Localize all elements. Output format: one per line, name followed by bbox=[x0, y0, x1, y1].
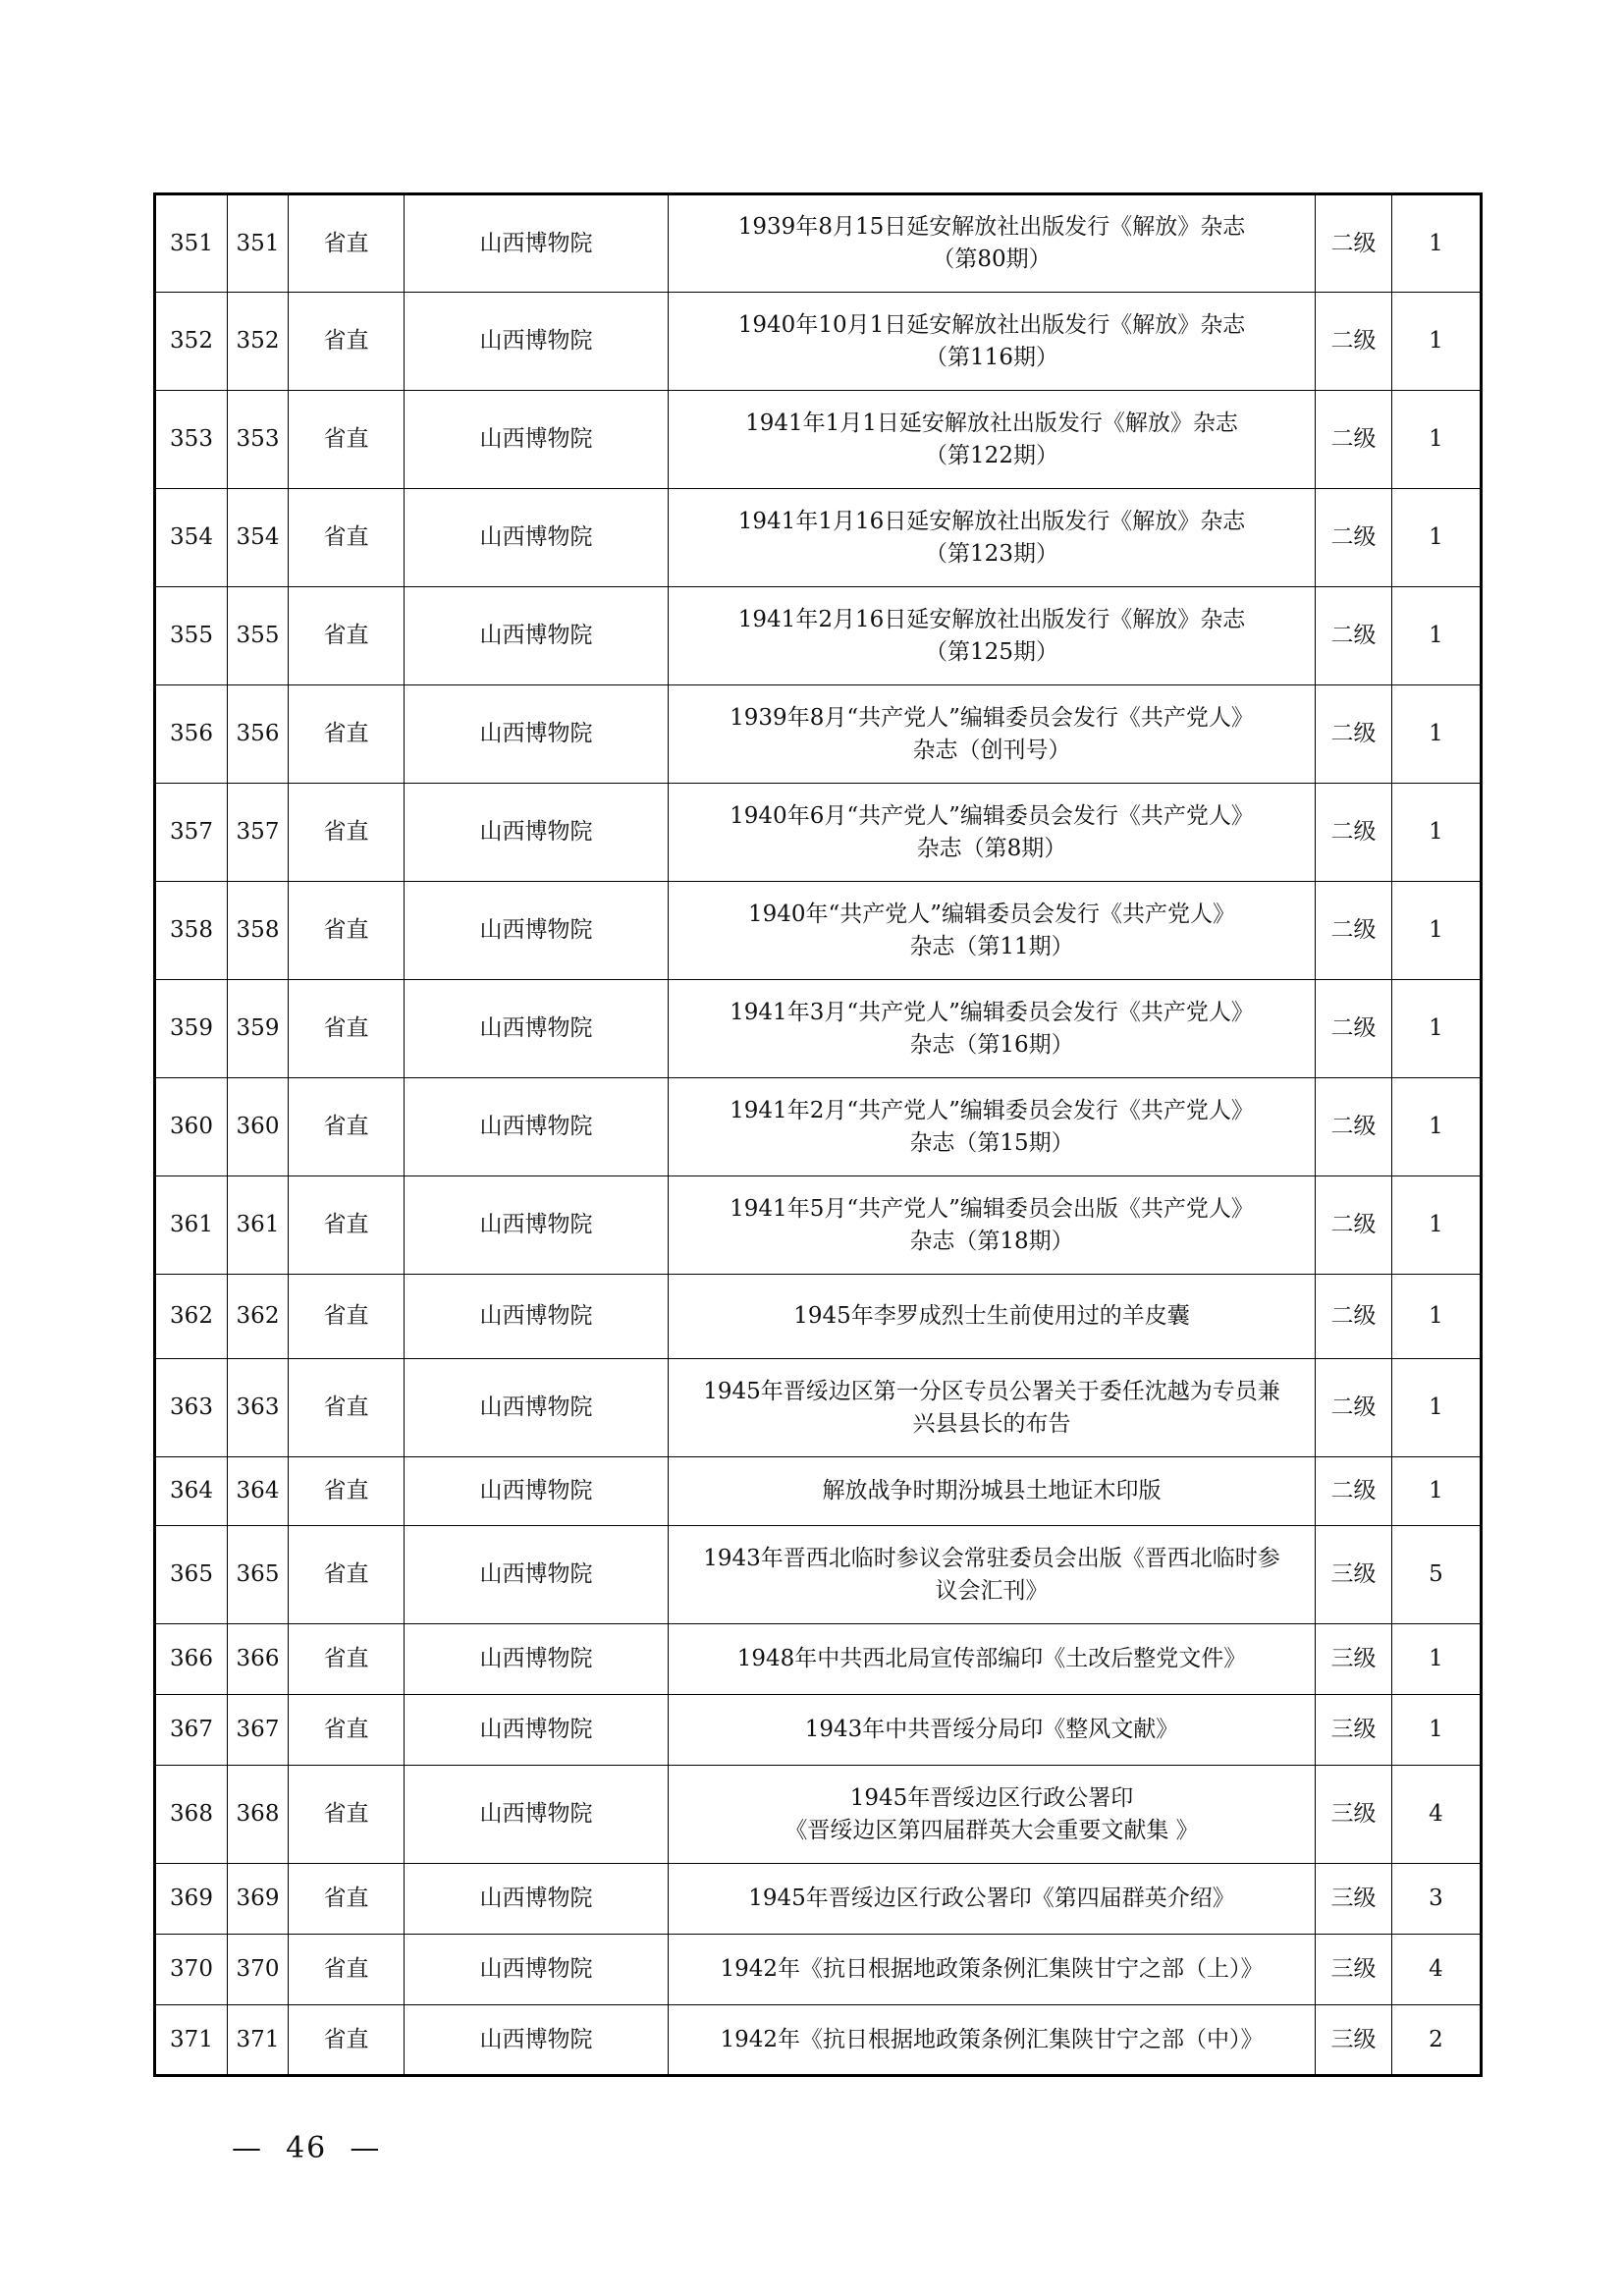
table-row bbox=[155, 1624, 1482, 1695]
grade-cell: 二级 bbox=[1316, 1078, 1392, 1176]
grade-cell: 二级 bbox=[1316, 980, 1392, 1078]
unit-cell: 山西博物院 bbox=[405, 587, 669, 685]
quantity-cell: 3 bbox=[1392, 1864, 1482, 1935]
unit-cell: 山西博物院 bbox=[405, 784, 669, 882]
unit-cell: 山西博物院 bbox=[405, 1275, 669, 1359]
number-cell: 371 bbox=[228, 2005, 289, 2076]
unit-cell: 山西博物院 bbox=[405, 980, 669, 1078]
number-cell: 364 bbox=[228, 1457, 289, 1526]
seq-cell: 367 bbox=[155, 1695, 228, 1766]
table-row bbox=[155, 685, 1482, 784]
seq-cell: 369 bbox=[155, 1864, 228, 1935]
grade-cell: 二级 bbox=[1316, 784, 1392, 882]
table-row bbox=[155, 194, 1482, 293]
unit-cell: 山西博物院 bbox=[405, 882, 669, 980]
region-cell: 省直 bbox=[289, 1078, 405, 1176]
seq-cell: 357 bbox=[155, 784, 228, 882]
region-cell: 省直 bbox=[289, 1766, 405, 1864]
name-line: 1941年3月“共产党人”编辑委员会发行《共产党人》 bbox=[730, 999, 1254, 1025]
number-cell: 365 bbox=[228, 1526, 289, 1624]
seq-cell: 356 bbox=[155, 685, 228, 784]
name-line: 1939年8月15日延安解放社出版发行《解放》杂志 bbox=[737, 214, 1246, 240]
unit-cell: 山西博物院 bbox=[405, 489, 669, 587]
name-cell bbox=[669, 1359, 1316, 1457]
region-cell: 省直 bbox=[289, 685, 405, 784]
quantity-cell: 4 bbox=[1392, 1766, 1482, 1864]
number-cell: 368 bbox=[228, 1766, 289, 1864]
name-line: 1940年6月“共产党人”编辑委员会发行《共产党人》 bbox=[730, 802, 1254, 829]
name-line: 《晋绥边区第四届群英大会重要文献集 》 bbox=[784, 1817, 1199, 1843]
number-cell: 366 bbox=[228, 1624, 289, 1695]
unit-cell: 山西博物院 bbox=[405, 1457, 669, 1526]
quantity-cell: 1 bbox=[1392, 489, 1482, 587]
quantity-cell: 1 bbox=[1392, 1624, 1482, 1695]
region-cell: 省直 bbox=[289, 1457, 405, 1526]
seq-cell: 362 bbox=[155, 1275, 228, 1359]
table-row bbox=[155, 391, 1482, 489]
quantity-cell: 1 bbox=[1392, 1176, 1482, 1275]
table-row bbox=[155, 1457, 1482, 1526]
table-row bbox=[155, 489, 1482, 587]
name-line: 杂志（第16期） bbox=[909, 1031, 1074, 1058]
seq-cell: 366 bbox=[155, 1624, 228, 1695]
name-cell bbox=[669, 1078, 1316, 1176]
quantity-cell: 5 bbox=[1392, 1526, 1482, 1624]
name-line: 议会汇刊》 bbox=[935, 1577, 1049, 1604]
grade-cell: 二级 bbox=[1316, 1176, 1392, 1275]
quantity-cell: 1 bbox=[1392, 1359, 1482, 1457]
grade-cell: 二级 bbox=[1316, 1457, 1392, 1526]
quantity-cell: 1 bbox=[1392, 1457, 1482, 1526]
quantity-cell: 2 bbox=[1392, 2005, 1482, 2076]
quantity-cell: 1 bbox=[1392, 1275, 1482, 1359]
name-cell bbox=[669, 1624, 1316, 1695]
region-cell: 省直 bbox=[289, 293, 405, 391]
table-row bbox=[155, 1526, 1482, 1624]
name-cell bbox=[669, 587, 1316, 685]
seq-cell: 353 bbox=[155, 391, 228, 489]
table-row bbox=[155, 882, 1482, 980]
grade-cell: 二级 bbox=[1316, 1275, 1392, 1359]
number-cell: 354 bbox=[228, 489, 289, 587]
grade-cell: 二级 bbox=[1316, 1359, 1392, 1457]
name-line: 1941年1月1日延安解放社出版发行《解放》杂志 bbox=[745, 410, 1238, 436]
seq-cell: 370 bbox=[155, 1935, 228, 2005]
number-cell: 351 bbox=[228, 194, 289, 293]
seq-cell: 364 bbox=[155, 1457, 228, 1526]
seq-cell: 358 bbox=[155, 882, 228, 980]
number-cell: 367 bbox=[228, 1695, 289, 1766]
name-cell bbox=[669, 2005, 1316, 2076]
quantity-cell: 1 bbox=[1392, 980, 1482, 1078]
number-cell: 356 bbox=[228, 685, 289, 784]
name-cell bbox=[669, 784, 1316, 882]
grade-cell: 三级 bbox=[1316, 1766, 1392, 1864]
unit-cell: 山西博物院 bbox=[405, 1526, 669, 1624]
grade-cell: 三级 bbox=[1316, 2005, 1392, 2076]
name-line: 1945年晋绥边区行政公署印《第四届群英介绍》 bbox=[748, 1886, 1235, 1911]
quantity-cell: 1 bbox=[1392, 293, 1482, 391]
unit-cell: 山西博物院 bbox=[405, 1695, 669, 1766]
name-line: （第80期） bbox=[932, 246, 1052, 272]
number-cell: 362 bbox=[228, 1275, 289, 1359]
number-cell: 355 bbox=[228, 587, 289, 685]
name-line: 杂志（第18期） bbox=[909, 1228, 1074, 1254]
name-cell bbox=[669, 1695, 1316, 1766]
name-line: 1941年2月16日延安解放社出版发行《解放》杂志 bbox=[737, 606, 1246, 632]
quantity-cell: 1 bbox=[1392, 391, 1482, 489]
name-cell bbox=[669, 391, 1316, 489]
unit-cell: 山西博物院 bbox=[405, 1766, 669, 1864]
unit-cell: 山西博物院 bbox=[405, 685, 669, 784]
name-line: 兴县县长的布告 bbox=[912, 1410, 1071, 1437]
region-cell: 省直 bbox=[289, 587, 405, 685]
region-cell: 省直 bbox=[289, 980, 405, 1078]
name-line: 1941年1月16日延安解放社出版发行《解放》杂志 bbox=[737, 508, 1246, 534]
table-row bbox=[155, 980, 1482, 1078]
name-line: 1948年中共西北局宣传部编印《土改后整党文件》 bbox=[736, 1646, 1247, 1671]
name-line: 1945年李罗成烈士生前使用过的羊皮囊 bbox=[793, 1303, 1190, 1329]
name-line: 杂志（第15期） bbox=[909, 1129, 1074, 1156]
quantity-cell: 1 bbox=[1392, 1695, 1482, 1766]
quantity-cell: 1 bbox=[1392, 685, 1482, 784]
table-row bbox=[155, 1078, 1482, 1176]
name-line: 1942年《抗日根据地政策条例汇集陕甘宁之部（上）》 bbox=[720, 1956, 1264, 1982]
grade-cell: 三级 bbox=[1316, 1864, 1392, 1935]
grade-cell: 三级 bbox=[1316, 1624, 1392, 1695]
seq-cell: 355 bbox=[155, 587, 228, 685]
name-cell bbox=[669, 882, 1316, 980]
unit-cell: 山西博物院 bbox=[405, 1359, 669, 1457]
table-row bbox=[155, 1359, 1482, 1457]
quantity-cell: 1 bbox=[1392, 784, 1482, 882]
name-line: （第122期） bbox=[925, 442, 1058, 468]
name-cell bbox=[669, 293, 1316, 391]
grade-cell: 三级 bbox=[1316, 1695, 1392, 1766]
name-cell bbox=[669, 194, 1316, 293]
page-number: — 46 — bbox=[232, 2131, 382, 2165]
table-row bbox=[155, 293, 1482, 391]
quantity-cell: 4 bbox=[1392, 1935, 1482, 2005]
region-cell: 省直 bbox=[289, 1359, 405, 1457]
table-row bbox=[155, 1176, 1482, 1275]
seq-cell: 354 bbox=[155, 489, 228, 587]
table-row bbox=[155, 784, 1482, 882]
region-cell: 省直 bbox=[289, 391, 405, 489]
region-cell: 省直 bbox=[289, 1275, 405, 1359]
name-cell bbox=[669, 1176, 1316, 1275]
table-row bbox=[155, 1766, 1482, 1864]
number-cell: 370 bbox=[228, 1935, 289, 2005]
grade-cell: 二级 bbox=[1316, 194, 1392, 293]
unit-cell: 山西博物院 bbox=[405, 2005, 669, 2076]
seq-cell: 365 bbox=[155, 1526, 228, 1624]
table-row bbox=[155, 1275, 1482, 1359]
region-cell: 省直 bbox=[289, 1176, 405, 1275]
region-cell: 省直 bbox=[289, 1695, 405, 1766]
grade-cell: 三级 bbox=[1316, 1526, 1392, 1624]
name-line: 1940年“共产党人”编辑委员会发行《共产党人》 bbox=[747, 901, 1236, 927]
region-cell: 省直 bbox=[289, 1935, 405, 2005]
number-cell: 357 bbox=[228, 784, 289, 882]
unit-cell: 山西博物院 bbox=[405, 1078, 669, 1176]
number-cell: 359 bbox=[228, 980, 289, 1078]
unit-cell: 山西博物院 bbox=[405, 1624, 669, 1695]
grade-cell: 二级 bbox=[1316, 489, 1392, 587]
seq-cell: 363 bbox=[155, 1359, 228, 1457]
name-line: 1941年5月“共产党人”编辑委员会出版《共产党人》 bbox=[730, 1195, 1254, 1222]
grade-cell: 二级 bbox=[1316, 882, 1392, 980]
name-line: （第116期） bbox=[925, 344, 1058, 370]
table-row bbox=[155, 2005, 1482, 2076]
name-line: 杂志（第8期） bbox=[916, 835, 1067, 861]
grade-cell: 三级 bbox=[1316, 1935, 1392, 2005]
region-cell: 省直 bbox=[289, 2005, 405, 2076]
name-line: 杂志（创刊号） bbox=[912, 737, 1071, 763]
table-row bbox=[155, 1935, 1482, 2005]
name-line: 解放战争时期汾城县土地证木印版 bbox=[822, 1478, 1162, 1503]
name-line: （第123期） bbox=[925, 540, 1058, 567]
seq-cell: 352 bbox=[155, 293, 228, 391]
name-line: 1943年中共晋绥分局印《整风文献》 bbox=[804, 1717, 1179, 1742]
region-cell: 省直 bbox=[289, 194, 405, 293]
unit-cell: 山西博物院 bbox=[405, 194, 669, 293]
name-cell bbox=[669, 1864, 1316, 1935]
number-cell: 358 bbox=[228, 882, 289, 980]
region-cell: 省直 bbox=[289, 882, 405, 980]
seq-cell: 351 bbox=[155, 194, 228, 293]
number-cell: 361 bbox=[228, 1176, 289, 1275]
name-line: 1945年晋绥边区第一分区专员公署关于委任沈越为专员兼 bbox=[703, 1378, 1280, 1404]
region-cell: 省直 bbox=[289, 1624, 405, 1695]
seq-cell: 368 bbox=[155, 1766, 228, 1864]
name-cell bbox=[669, 1766, 1316, 1864]
name-cell bbox=[669, 1526, 1316, 1624]
unit-cell: 山西博物院 bbox=[405, 1935, 669, 2005]
seq-cell: 371 bbox=[155, 2005, 228, 2076]
table-row bbox=[155, 587, 1482, 685]
name-line: 1945年晋绥边区行政公署印 bbox=[849, 1784, 1134, 1811]
name-cell bbox=[669, 1935, 1316, 2005]
seq-cell: 360 bbox=[155, 1078, 228, 1176]
unit-cell: 山西博物院 bbox=[405, 391, 669, 489]
relics-table bbox=[153, 192, 1483, 2077]
quantity-cell: 1 bbox=[1392, 194, 1482, 293]
name-line: 1940年10月1日延安解放社出版发行《解放》杂志 bbox=[737, 311, 1246, 338]
name-cell bbox=[669, 1275, 1316, 1359]
name-cell bbox=[669, 1457, 1316, 1526]
number-cell: 352 bbox=[228, 293, 289, 391]
quantity-cell: 1 bbox=[1392, 1078, 1482, 1176]
unit-cell: 山西博物院 bbox=[405, 1176, 669, 1275]
name-cell bbox=[669, 489, 1316, 587]
region-cell: 省直 bbox=[289, 1526, 405, 1624]
name-line: 1943年晋西北临时参议会常驻委员会出版《晋西北临时参 bbox=[703, 1545, 1280, 1571]
name-line: （第125期） bbox=[925, 638, 1058, 665]
quantity-cell: 1 bbox=[1392, 882, 1482, 980]
region-cell: 省直 bbox=[289, 489, 405, 587]
unit-cell: 山西博物院 bbox=[405, 1864, 669, 1935]
unit-cell: 山西博物院 bbox=[405, 293, 669, 391]
grade-cell: 二级 bbox=[1316, 587, 1392, 685]
quantity-cell: 1 bbox=[1392, 587, 1482, 685]
seq-cell: 361 bbox=[155, 1176, 228, 1275]
region-cell: 省直 bbox=[289, 784, 405, 882]
region-cell: 省直 bbox=[289, 1864, 405, 1935]
grade-cell: 二级 bbox=[1316, 391, 1392, 489]
number-cell: 363 bbox=[228, 1359, 289, 1457]
number-cell: 353 bbox=[228, 391, 289, 489]
number-cell: 369 bbox=[228, 1864, 289, 1935]
name-line: 1941年2月“共产党人”编辑委员会发行《共产党人》 bbox=[730, 1097, 1254, 1123]
name-cell bbox=[669, 980, 1316, 1078]
name-line: 1942年《抗日根据地政策条例汇集陕甘宁之部（中）》 bbox=[720, 2026, 1264, 2052]
name-line: 1939年8月“共产党人”编辑委员会发行《共产党人》 bbox=[730, 704, 1254, 731]
grade-cell: 二级 bbox=[1316, 685, 1392, 784]
seq-cell: 359 bbox=[155, 980, 228, 1078]
name-cell bbox=[669, 685, 1316, 784]
table-row bbox=[155, 1864, 1482, 1935]
grade-cell: 二级 bbox=[1316, 293, 1392, 391]
table-body bbox=[155, 194, 1482, 2076]
number-cell: 360 bbox=[228, 1078, 289, 1176]
name-line: 杂志（第11期） bbox=[909, 933, 1074, 959]
table-row bbox=[155, 1695, 1482, 1766]
